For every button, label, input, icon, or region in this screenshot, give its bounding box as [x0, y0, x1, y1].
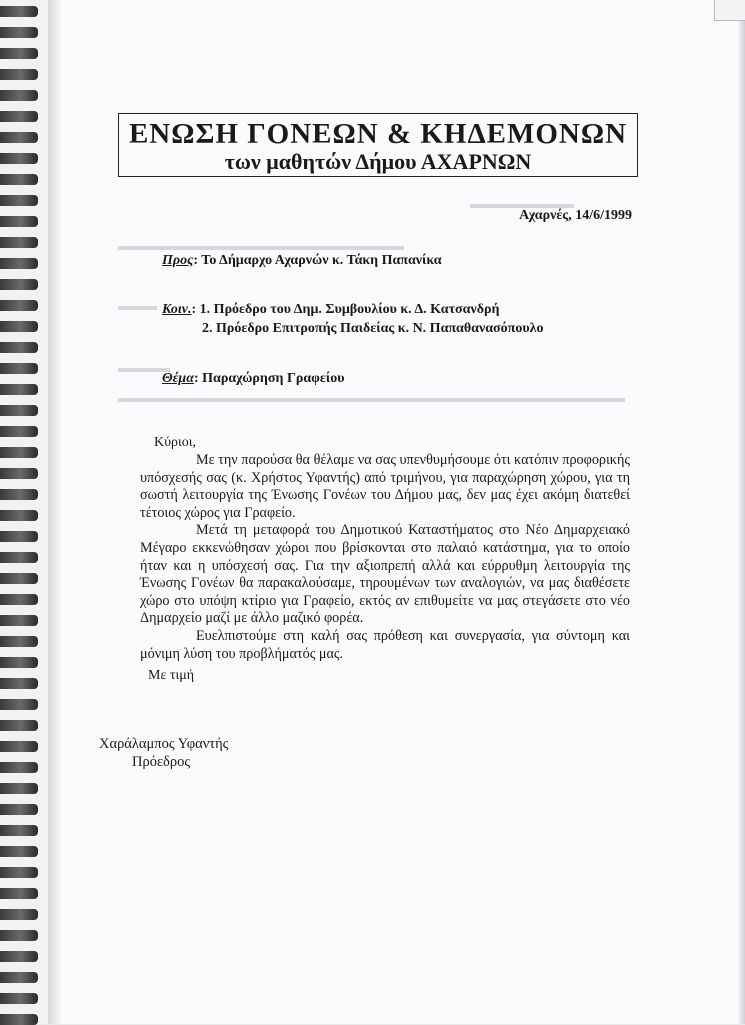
- binding-ring: [0, 363, 38, 374]
- subject-line: [162, 369, 344, 388]
- binding-ring: [0, 699, 38, 710]
- cc-line-2: 2. Πρόεδρο Επιτροπής Παιδείας κ. Ν. Παπαθανασόπουλο: [202, 321, 544, 336]
- binding-ring: [0, 279, 38, 290]
- binding-ring: [0, 993, 38, 1004]
- binding-ring: [0, 720, 38, 731]
- organization-subtitle: των μαθητών Δήμου ΑΧΑΡΝΩΝ: [224, 149, 532, 174]
- folded-corner: [714, 0, 745, 21]
- cc-label: Κοιν.: [162, 302, 192, 317]
- binding-ring: [0, 426, 38, 437]
- binding-ring: [0, 6, 38, 17]
- binding-ring: [0, 657, 38, 668]
- paper-fold-shadow: [48, 0, 62, 1024]
- binding-ring: [0, 300, 38, 311]
- binding-ring: [0, 48, 38, 59]
- letter-body: [140, 452, 630, 663]
- binding-ring: [0, 216, 38, 227]
- binding-ring: [0, 615, 38, 626]
- binding-ring: [0, 972, 38, 983]
- organization-name: ΕΝΩΣΗ ΓΟΝΕΩΝ & ΚΗΔΕΜΟΝΩΝ: [128, 118, 628, 150]
- binding-ring: [0, 153, 38, 164]
- binding-ring: [0, 909, 38, 920]
- binding-ring: [0, 867, 38, 878]
- binding-ring: [0, 468, 38, 479]
- binding-ring: [0, 552, 38, 563]
- binding-ring: [0, 951, 38, 962]
- binding-ring: [0, 405, 38, 416]
- signatory-title: Πρόεδρος: [132, 754, 191, 770]
- binding-ring: [0, 258, 38, 269]
- subject-label: Θέμα: [162, 371, 194, 386]
- binding-ring: [0, 762, 38, 773]
- binding-ring: [0, 678, 38, 689]
- binding-ring: [0, 531, 38, 542]
- binding-ring: [0, 825, 38, 836]
- bleed-through: ▬▬▬▬▬▬▬▬▬▬▬▬▬▬▬▬▬▬▬▬▬▬: [118, 238, 404, 253]
- body-paragraph-1: Με την παρούσα θα θέλαμε να σας υπενθυμήσουμε ότι κατόπιν προφορικής υπόσχεσής σας (κ. Χρήστος Υφαντής) από τριμήνου, για παραχώρηση χώρου, για τη σωστή λειτουργία της Ένωσης Γονέων του Δήμου μας, δεν μας έχει ακόμη διατεθεί τέτοιος χώρος για Γραφείο.: [140, 452, 630, 521]
- binding-ring: [0, 930, 38, 941]
- binding-ring: [0, 447, 38, 458]
- bleed-through: ▬▬▬▬: [118, 360, 170, 375]
- binding-ring: [0, 594, 38, 605]
- binding-ring: [0, 1014, 38, 1025]
- binding-ring: [0, 636, 38, 647]
- signatory-name: Χαράλαμπος Υφαντής: [99, 736, 229, 752]
- binding-ring: [0, 237, 38, 248]
- letterhead-box: [118, 113, 638, 177]
- recipient-text: : Το Δήμαρχο Αχαρνών κ. Τάκη Παπανίκα: [193, 253, 442, 268]
- spiral-binding: [0, 0, 48, 1024]
- binding-ring: [0, 321, 38, 332]
- binding-ring: [0, 111, 38, 122]
- subject-text: : Παραχώρηση Γραφείου: [193, 371, 345, 386]
- bleed-through: ▬▬▬▬▬▬▬▬: [470, 196, 574, 211]
- binding-ring: [0, 741, 38, 752]
- closing: Με τιμή: [148, 668, 195, 683]
- binding-ring: [0, 90, 38, 101]
- binding-ring: [0, 846, 38, 857]
- binding-ring: [0, 489, 38, 500]
- cc-line-1: [162, 300, 499, 319]
- place-date: Αχαρνές, 14/6/1999: [519, 208, 632, 223]
- cc-text-1: : 1. Πρόεδρο του Δημ. Συμβουλίου κ. Δ. Κατσανδρή: [191, 302, 500, 317]
- binding-ring: [0, 573, 38, 584]
- bleed-through: ▬▬▬▬▬▬▬▬▬▬▬▬▬▬▬▬▬▬▬▬▬▬▬▬▬▬▬▬▬▬▬▬▬▬▬▬▬▬▬: [118, 390, 625, 405]
- binding-ring: [0, 888, 38, 899]
- binding-ring: [0, 384, 38, 395]
- binding-ring: [0, 342, 38, 353]
- recipient-line: [162, 251, 442, 270]
- recipient-label: Προς: [162, 253, 194, 268]
- binding-ring: [0, 27, 38, 38]
- body-paragraph-2: Μετά τη μεταφορά του Δημοτικού Καταστήματος στο Νέο Δημαρχειακό Μέγαρο εκκενώθησαν χώροι που βρίσκονται στο παλαιό κατάστημα, για το οποίο ήταν και η υπόσχεσή σας. Για την αξιοπρεπή αλλά και εύρρυθμη λειτουργία της Ένωσης Γονέων θα παρακαλούσαμε, τηρουμένων των αναλογιών, να μας διαθέσετε χώρο στο υπόψη κτίριο για Γραφείο, εκτός αν επιθυμείτε να μας στεγάσετε στο νέο Δημαρχείο μαζί με άλλο μαζικό φορέα.: [140, 522, 630, 627]
- binding-ring: [0, 174, 38, 185]
- binding-ring: [0, 69, 38, 80]
- paper-edge-shadow: [737, 0, 745, 1024]
- binding-ring: [0, 195, 38, 206]
- bleed-through: ▬▬▬: [118, 298, 157, 313]
- binding-ring: [0, 510, 38, 521]
- binding-ring: [0, 783, 38, 794]
- binding-ring: [0, 132, 38, 143]
- body-paragraph-3: Ευελπιστούμε στη καλή σας πρόθεση και συνεργασία, για σύντομη και μόνιμη λύση του προβλήματός μας.: [140, 627, 630, 662]
- binding-ring: [0, 804, 38, 815]
- salutation: Κύριοι,: [154, 435, 197, 450]
